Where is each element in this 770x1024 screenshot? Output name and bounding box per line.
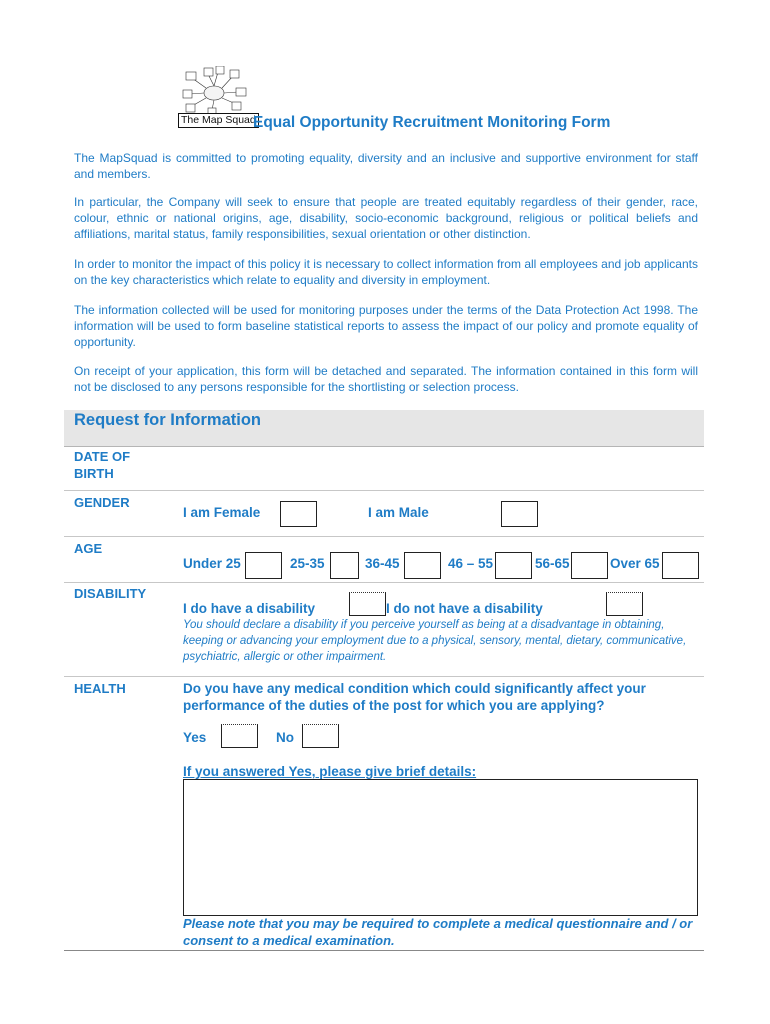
logo-text: The Map Squad bbox=[178, 113, 259, 128]
gender-label: GENDER bbox=[74, 495, 130, 510]
dob-label-line1: DATE OF bbox=[74, 449, 131, 464]
disability-yes-label: I do have a disability bbox=[183, 601, 316, 616]
medical-note: Please note that you may be required to complete a medical questionnaire and / or consent to a medical examination. bbox=[183, 916, 693, 948]
disability-no-checkbox[interactable] bbox=[606, 592, 643, 616]
age-over65-checkbox[interactable] bbox=[662, 552, 699, 579]
health-yes-checkbox[interactable] bbox=[221, 724, 258, 748]
age-56-65-checkbox[interactable] bbox=[571, 552, 608, 579]
age-option-label: Over 65 bbox=[610, 556, 660, 571]
section-title: Request for Information bbox=[74, 411, 262, 429]
disability-no-label: I do not have a disability bbox=[386, 601, 543, 616]
gender-male-checkbox[interactable] bbox=[501, 501, 538, 527]
intro-paragraph: The MapSquad is committed to promoting equality, diversity and an inclusive and supportive environment for staff and members. bbox=[74, 151, 698, 181]
intro-paragraph: On receipt of your application, this form will be detached and separated. The information contained in this form will not be disclosed to any persons responsible for the shortlisting or selection process. bbox=[74, 364, 698, 394]
row-divider bbox=[64, 490, 704, 491]
form-title: Equal Opportunity Recruitment Monitoring Form bbox=[253, 114, 611, 131]
row-divider bbox=[64, 536, 704, 537]
intro-paragraph: The information collected will be used for monitoring purposes under the terms of the Data Protection Act 1998. The information will be used to form baseline statistical reports to assess the impact of our policy and promote equality of opportunity. bbox=[74, 303, 698, 349]
health-question: Do you have any medical condition which could significantly affect your performance of the duties of the post for which you are applying? bbox=[183, 681, 646, 713]
health-no-checkbox[interactable] bbox=[302, 724, 339, 748]
row-divider bbox=[64, 582, 704, 583]
health-details-prompt: If you answered Yes, please give brief details: bbox=[183, 764, 477, 779]
intro-paragraph: In order to monitor the impact of this policy it is necessary to collect information from all employees and job applicants on the key characteristics which relate to equality and diversity in employment. bbox=[74, 257, 698, 287]
form-bottom-border bbox=[64, 950, 704, 951]
age-option-label: 46 – 55 bbox=[448, 556, 494, 571]
age-25-35-checkbox[interactable] bbox=[330, 552, 359, 579]
intro-paragraph: In particular, the Company will seek to ensure that people are treated equitably regardless of their gender, race, colour, ethnic or national origins, age, disability, socio-economic background, religious or political beliefs and affiliations, marital status, family responsibilities, sexual orientation or other distinction. bbox=[74, 195, 698, 241]
gender-female-checkbox[interactable] bbox=[280, 501, 317, 527]
gender-female-label: I am Female bbox=[183, 505, 261, 520]
logo-mindmap-icon bbox=[178, 66, 248, 116]
row-divider bbox=[64, 676, 704, 677]
age-36-45-checkbox[interactable] bbox=[404, 552, 441, 579]
health-details-textarea[interactable] bbox=[183, 779, 698, 916]
dob-label bbox=[74, 448, 130, 482]
health-label: HEALTH bbox=[74, 681, 126, 696]
health-yes-label: Yes bbox=[183, 730, 207, 745]
disability-label: DISABILITY bbox=[74, 586, 147, 601]
disability-note: You should declare a disability if you perceive yourself as being at a disadvantage in obtaining, keeping or advancing your employment due to a physical, sensory, mental, dietary, communicative, psychiatric, allergic or other impairment. bbox=[183, 619, 687, 663]
age-under25-checkbox[interactable] bbox=[245, 552, 282, 579]
dob-label-line2: BIRTH bbox=[74, 466, 114, 481]
age-option-label: 25-35 bbox=[290, 556, 325, 571]
age-option-label: Under 25 bbox=[183, 556, 241, 571]
age-label: AGE bbox=[74, 541, 103, 556]
disability-yes-checkbox[interactable] bbox=[349, 592, 386, 616]
age-option-label: 56-65 bbox=[535, 556, 570, 571]
gender-male-label: I am Male bbox=[368, 505, 429, 520]
age-option-label: 36-45 bbox=[365, 556, 400, 571]
age-46-55-checkbox[interactable] bbox=[495, 552, 532, 579]
health-no-label: No bbox=[276, 730, 294, 745]
